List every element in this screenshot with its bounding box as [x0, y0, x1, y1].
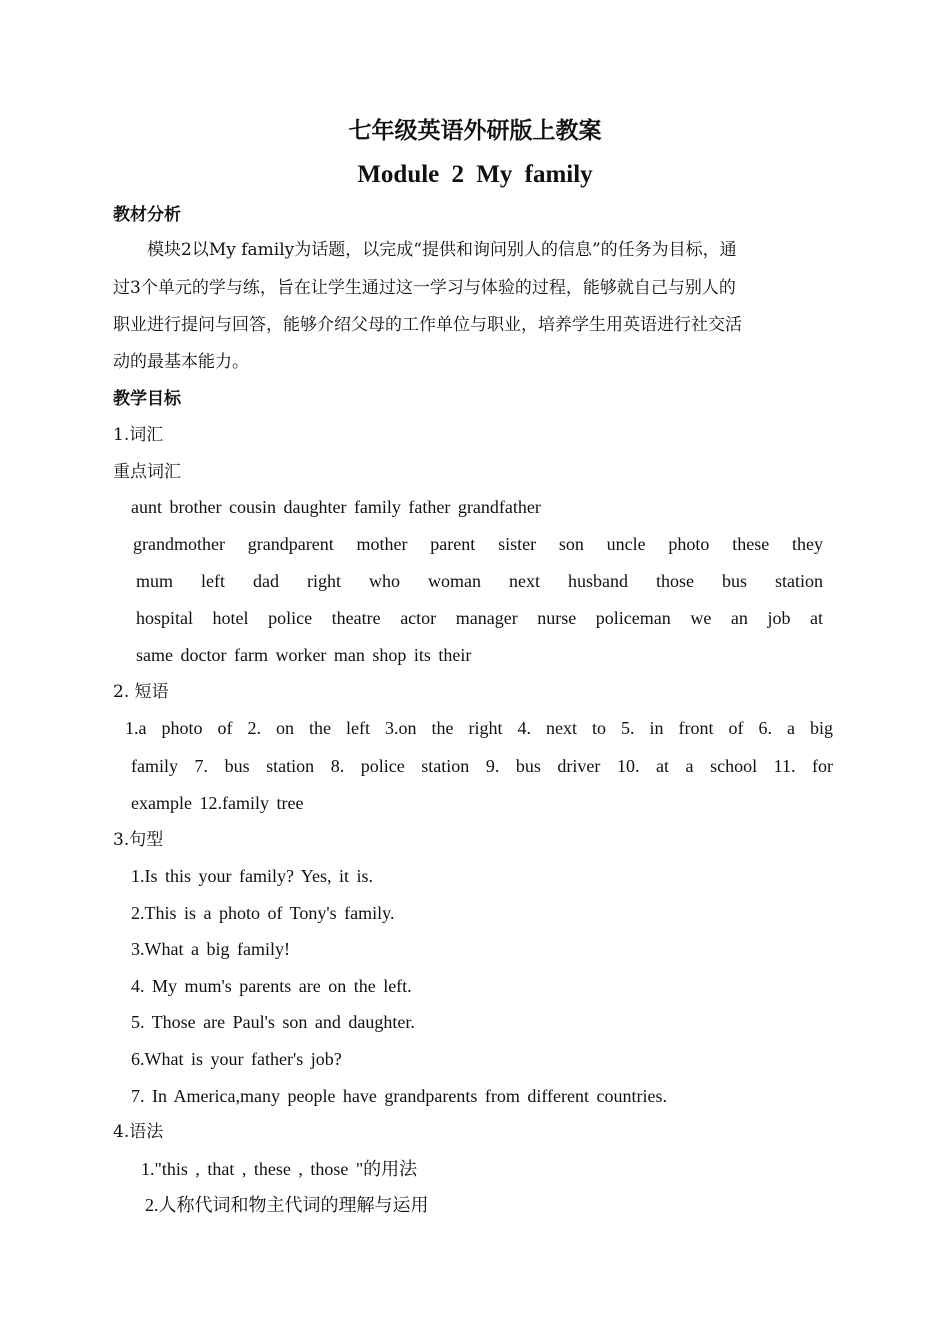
sentences-label: 3.句型	[113, 830, 164, 850]
analysis-heading: 教材分析	[113, 205, 181, 225]
sentence-6: 6.What is your father's job?	[131, 1049, 342, 1069]
vocab-row-3: mum left dad right who woman next husband those bus station	[136, 571, 823, 591]
key-vocab-label: 重点词汇	[113, 462, 181, 482]
module-title: Module 2 My family	[357, 161, 593, 188]
analysis-line-3: 职业进行提问与回答，能够介绍父母的工作单位与职业，培养学生用英语进行社交活	[113, 315, 742, 335]
grammar-item-1: 1."this , that , these , those "的用法	[141, 1159, 418, 1179]
vocab-label: 1.词汇	[113, 425, 164, 445]
vocab-row-1: aunt brother cousin daughter family father grandfather	[131, 497, 541, 517]
vocab-row-4: hospital hotel police theatre actor manager nurse policeman we an job at	[136, 608, 823, 628]
sentence-3: 3.What a big family!	[131, 939, 290, 959]
phrases-row-2: family 7. bus station 8. police station 9. bus driver 10. at a school 11. for	[131, 756, 833, 776]
document-title: 七年级英语外研版上教案	[348, 118, 602, 144]
sentence-1: 1.Is this your family? Yes, it is.	[131, 866, 374, 886]
objectives-heading: 教学目标	[113, 389, 181, 409]
grammar-label: 4.语法	[113, 1122, 164, 1142]
sentence-2: 2.This is a photo of Tony's family.	[131, 903, 395, 923]
phrases-row-3: example 12.family tree	[131, 793, 304, 813]
analysis-line-1: 模块2以My family为话题，以完成“提供和询问别人的信息”的任务为目标，通	[113, 240, 737, 260]
sentence-5: 5. Those are Paul's son and daughter.	[131, 1012, 415, 1032]
grammar-item-2: 2.人称代词和物主代词的理解与运用	[145, 1195, 429, 1215]
analysis-line-4: 动的最基本能力。	[113, 352, 249, 372]
vocab-row-5: same doctor farm worker man shop its their	[136, 645, 472, 665]
sentence-7: 7. In America,many people have grandparents from different countries.	[131, 1086, 667, 1106]
sentence-4: 4. My mum's parents are on the left.	[131, 976, 412, 996]
phrases-label: 2. 短语	[113, 682, 169, 702]
vocab-row-2: grandmother grandparent mother parent sister son uncle photo these they	[133, 534, 823, 554]
phrases-row-1: 1.a photo of 2. on the left 3.on the right 4. next to 5. in front of 6. a big	[125, 718, 833, 738]
analysis-line-2: 过3个单元的学与练，旨在让学生通过这一学习与体验的过程，能够就自己与别人的	[113, 278, 736, 298]
